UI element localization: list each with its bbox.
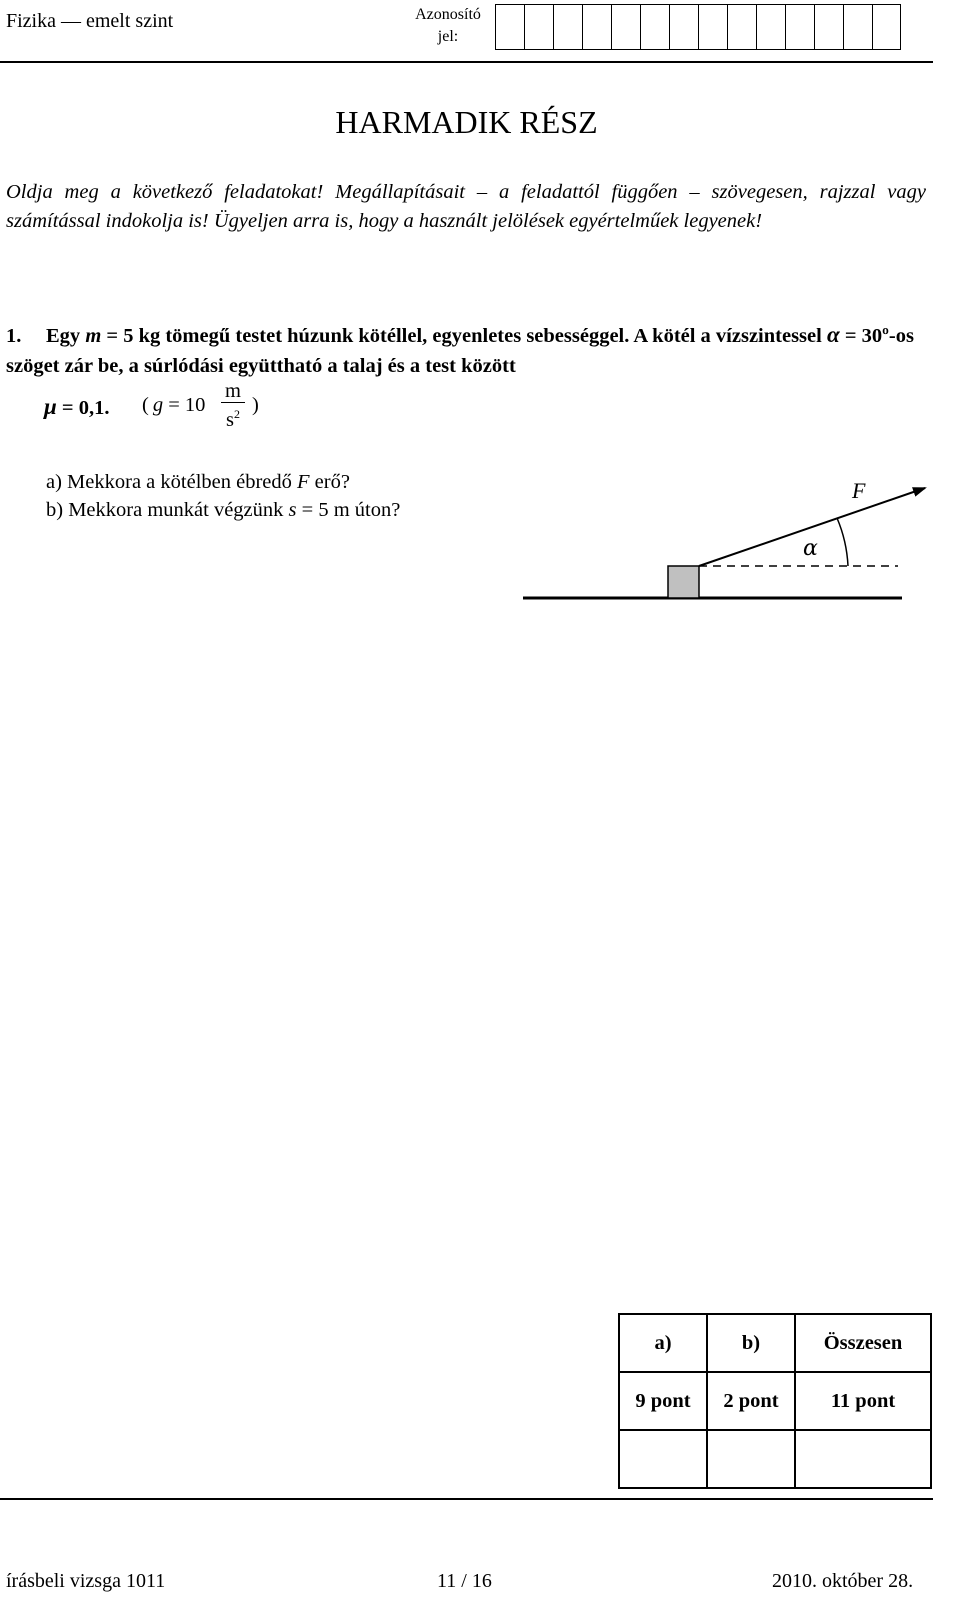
score-header-a: a) bbox=[619, 1314, 707, 1372]
score-cell-total[interactable] bbox=[795, 1430, 931, 1488]
fraction: m $s^2$ bbox=[220, 380, 246, 431]
problem-number: 1. bbox=[6, 325, 22, 347]
header-title: Fizika — emelt szint bbox=[6, 10, 174, 32]
problem-statement: 1. Egy m = 5 kg tömegű testet húzunk kötéllel, egyenletes sebességgel. A kötél a vízszintessel α = 30º-os szöget zár be, a súrlódási együttható a talaj és a test között bbox=[6, 322, 914, 377]
force-label: F bbox=[852, 478, 866, 503]
id-label: Azonosító jel: bbox=[415, 6, 481, 45]
score-table bbox=[618, 1313, 932, 1489]
footer-date: 2010. október 28. bbox=[772, 1570, 914, 1592]
force-diagram bbox=[0, 0, 960, 640]
score-header-total: Összesen bbox=[795, 1314, 931, 1372]
score-header-b: b) bbox=[707, 1314, 795, 1372]
gravity-formula: ( g = 10 bbox=[142, 394, 206, 416]
score-empty-row bbox=[619, 1430, 931, 1488]
angle-arc bbox=[837, 518, 848, 566]
angle-label: α bbox=[803, 536, 818, 561]
score-points-total: 11 pont bbox=[795, 1372, 931, 1430]
score-points-b: 2 pont bbox=[707, 1372, 795, 1430]
block bbox=[668, 566, 699, 598]
footer-exam-code: írásbeli vizsga 1011 bbox=[6, 1570, 166, 1592]
footer-divider bbox=[0, 1498, 933, 1500]
score-points-a: 9 pont bbox=[619, 1372, 707, 1430]
footer-page-number: 11 / 16 bbox=[437, 1570, 492, 1592]
question-b: b) Mekkora munkát végzünk s = 5 m úton? bbox=[46, 499, 401, 521]
score-cell-a[interactable] bbox=[619, 1430, 707, 1488]
instructions: Oldja meg a következő feladatokat! Megállapításait – a feladattól függően – szövegesen, rajzzal vagy számítással indokolja is! Ügyeljen arra is, hogy a használt jelölések egyértelműek legyenek! bbox=[6, 181, 926, 232]
score-cell-b[interactable] bbox=[707, 1430, 795, 1488]
score-points-row bbox=[619, 1372, 931, 1430]
question-a: a) Mekkora a kötélben ébredő F erő? bbox=[46, 471, 350, 493]
section-title: HARMADIK RÉSZ bbox=[335, 104, 598, 140]
score-header-row bbox=[619, 1314, 931, 1372]
